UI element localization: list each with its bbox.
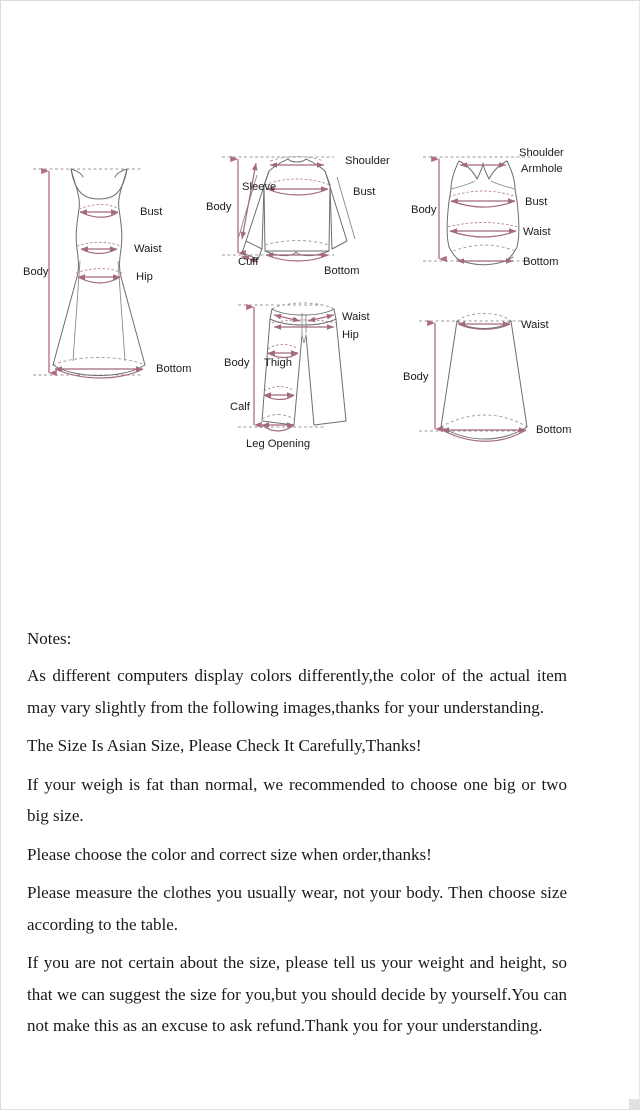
pants-label-calf: Calf	[230, 400, 250, 413]
notes-paragraph-2: The Size Is Asian Size, Please Check It Carefully,Thanks!	[27, 736, 422, 755]
tank-label-armhole: Armhole	[521, 162, 563, 175]
tank-label-shoulder: Shoulder	[519, 146, 564, 159]
measurement-diagrams	[1, 131, 640, 481]
notes-paragraph-1: As different computers display colors differently,the color of the actual item may vary slightly from the following images,thanks for your understanding.	[27, 666, 567, 717]
pants-label-body: Body	[224, 356, 250, 369]
pants-label-thigh: Thigh	[264, 356, 292, 369]
pants-label-leg-opening: Leg Opening	[246, 437, 311, 450]
tank-label-bottom: Bottom	[523, 255, 559, 268]
skirt-label-bottom: Bottom	[536, 423, 572, 436]
tank-label-bust: Bust	[525, 195, 548, 208]
dress-label-body: Body	[23, 265, 49, 278]
notes-title: Notes:	[27, 629, 72, 648]
tank-label-waist: Waist	[523, 225, 551, 238]
diagram-dress	[23, 141, 233, 391]
dress-label-bust: Bust	[140, 205, 163, 218]
top-label-sleeve: Sleeve	[242, 180, 277, 193]
top-label-shoulder: Shoulder	[345, 154, 390, 167]
diagram-long-sleeve-top	[206, 139, 416, 289]
skirt-label-waist: Waist	[521, 318, 549, 331]
dress-label-waist: Waist	[134, 242, 162, 255]
notes-paragraph-6: If you are not certain about the size, please tell us your weight and height, so that we can suggest the size for you,but you should decide by yourself.You can not make this as an excuse to ask refund.Thank you for your understanding.	[27, 953, 567, 1035]
top-label-bottom: Bottom	[324, 264, 360, 277]
pants-label-hip: Hip	[342, 328, 359, 341]
notes-paragraph-3: If your weigh is fat than normal, we recommended to choose one big or two big size.	[27, 774, 567, 825]
notes-section	[27, 623, 567, 1049]
dress-label-hip: Hip	[136, 270, 153, 283]
tank-label-body: Body	[411, 203, 437, 216]
pants-label-waist: Waist	[342, 310, 370, 323]
top-label-body: Body	[206, 200, 232, 213]
diagram-tank-top	[413, 135, 623, 285]
dress-label-bottom: Bottom	[156, 362, 192, 375]
skirt-label-body: Body	[403, 370, 429, 383]
diagram-skirt	[401, 299, 611, 469]
top-label-bust: Bust	[353, 185, 376, 198]
notes-paragraph-5: Please measure the clothes you usually wear, not your body. Then choose size according to the table.	[27, 883, 567, 934]
diagram-pants	[216, 291, 416, 471]
top-label-cuff: Cuff	[238, 255, 259, 268]
notes-paragraph-4: Please choose the color and correct size when order,thanks!	[27, 844, 432, 864]
